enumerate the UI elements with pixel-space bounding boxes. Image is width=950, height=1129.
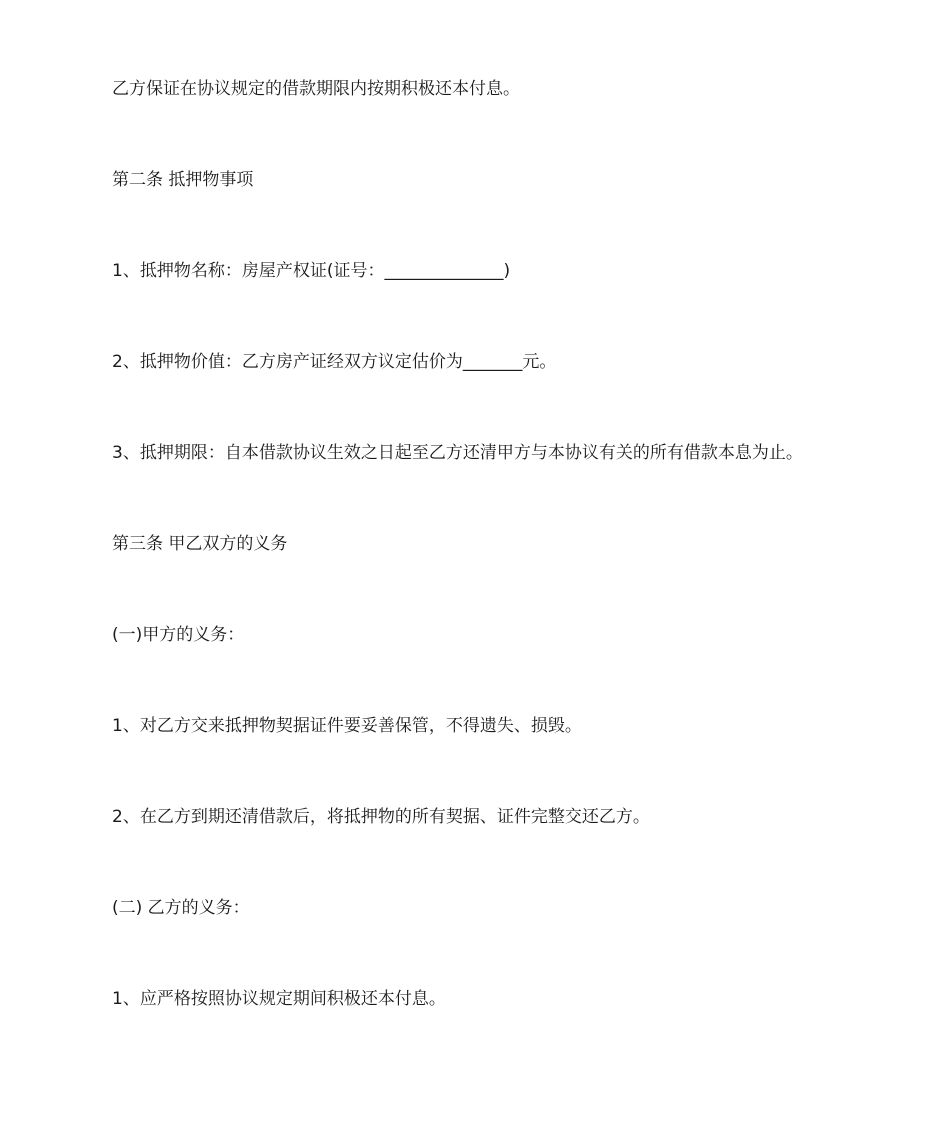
- collateral-name-item: 1、抵押物名称：房屋产权证(证号：______________): [112, 261, 511, 281]
- party-b-obligation-1: 1、应严格按照协议规定期间积极还本付息。: [112, 989, 446, 1009]
- party-a-obligation-2: 2、在乙方到期还清借款后，将抵押物的所有契据、证件完整交还乙方。: [112, 807, 650, 827]
- party-b-obligations-heading: (二) 乙方的义务：: [112, 898, 250, 918]
- party-a-obligations-heading: (一)甲方的义务：: [112, 625, 245, 645]
- article-2-heading: 第二条 抵押物事项: [112, 170, 254, 190]
- party-a-obligation-1: 1、对乙方交来抵押物契据证件要妥善保管，不得遗失、损毁。: [112, 716, 582, 736]
- collateral-value-item: 2、抵押物价值：乙方房产证经双方议定估价为_______元。: [112, 352, 557, 372]
- clause-repayment-guarantee: 乙方保证在协议规定的借款期限内按期积极还本付息。: [112, 79, 520, 99]
- article-3-heading: 第三条 甲乙双方的义务: [112, 534, 288, 554]
- collateral-term-item: 3、抵押期限：自本借款协议生效之日起至乙方还清甲方与本协议有关的所有借款本息为止。: [112, 443, 803, 463]
